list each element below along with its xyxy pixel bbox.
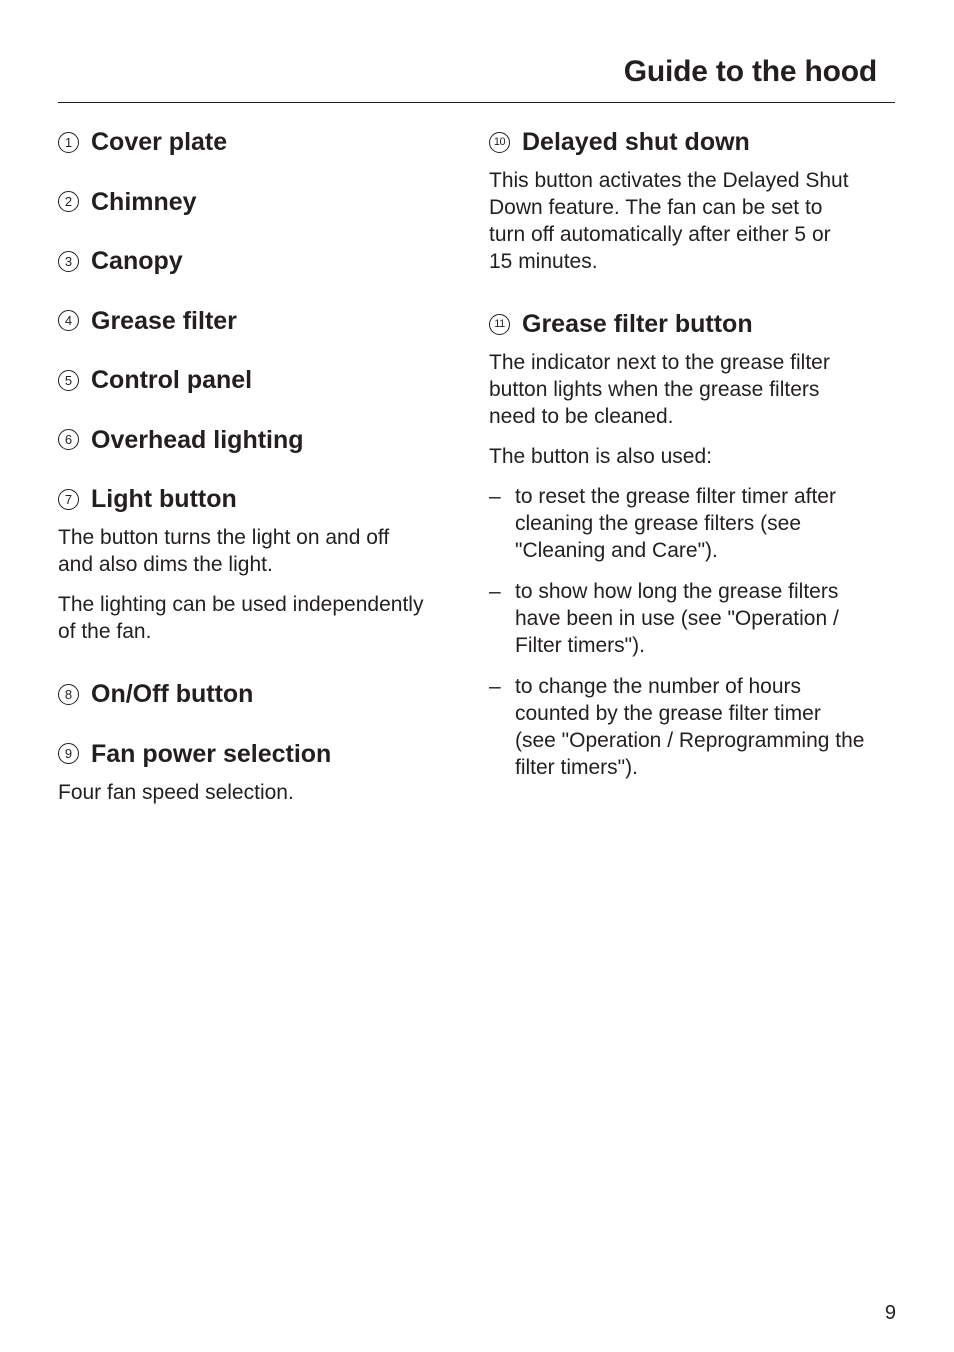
item-title: Fan power selection — [91, 739, 332, 768]
item-heading-grease-filter-button — [489, 306, 899, 342]
circled-number-1-icon: 1 — [58, 132, 79, 153]
text-line: The button is also used: — [489, 445, 712, 468]
light-button-note — [58, 591, 468, 645]
text-line: Down feature. The fan can be set to — [489, 196, 823, 219]
item-title: Overhead lighting — [91, 425, 304, 454]
dash-bullet-icon: – — [489, 485, 501, 508]
list-item — [489, 483, 899, 564]
circled-number-5-icon: 5 — [58, 370, 79, 391]
item-title: Grease filter — [91, 306, 237, 335]
text-line: cleaning the grease filters (see — [515, 512, 801, 535]
text-line: 15 minutes. — [489, 250, 598, 273]
text-line: need to be cleaned. — [489, 405, 674, 428]
page-title: Guide to the hood — [623, 55, 877, 88]
circled-number-3-icon: 3 — [58, 251, 79, 272]
item-heading-delayed-shut-down — [489, 124, 899, 160]
list-item-text — [515, 483, 899, 564]
dash-bullet-icon: – — [489, 580, 501, 603]
text-line: The indicator next to the grease filter — [489, 351, 830, 374]
item-title: Cover plate — [91, 128, 228, 156]
list-item-text — [515, 578, 899, 659]
circled-number-8-icon: 8 — [58, 684, 79, 705]
text-line: "Cleaning and Care"). — [515, 539, 718, 562]
dash-bullet-icon: – — [489, 675, 501, 698]
page-header — [58, 50, 895, 103]
light-button-description — [58, 524, 468, 578]
item-heading-control-panel — [58, 362, 468, 398]
text-line: Four fan speed selection. — [58, 780, 294, 804]
item-title: Grease filter button — [522, 310, 753, 338]
text-line: filter timers"). — [515, 756, 638, 779]
text-line: and also dims the light. — [58, 553, 273, 576]
circled-number-6-icon: 6 — [58, 429, 79, 450]
list-item — [489, 673, 899, 781]
item-heading-overhead-lighting — [58, 422, 468, 458]
grease-filter-button-description — [489, 349, 899, 430]
text-line: button lights when the grease filters — [489, 378, 820, 401]
circled-number-2-icon: 2 — [58, 191, 79, 212]
delayed-shut-down-description — [489, 167, 899, 275]
circled-number-10-icon: 10 — [489, 132, 510, 153]
grease-filter-button-uses — [489, 483, 899, 781]
text-line: counted by the grease filter timer — [515, 702, 821, 725]
item-title: Control panel — [91, 366, 253, 394]
item-title: Chimney — [91, 187, 197, 216]
item-heading-cover-plate — [58, 124, 468, 160]
list-item-text — [515, 673, 899, 781]
list-item — [489, 578, 899, 659]
text-line: The button turns the light on and off — [58, 526, 390, 549]
text-line: The lighting can be used independently — [58, 593, 424, 616]
circled-number-4-icon: 4 — [58, 310, 79, 331]
text-line: to show how long the grease filters — [515, 580, 839, 603]
item-title: On/Off button — [91, 680, 254, 708]
text-line: This button activates the Delayed Shut — [489, 169, 849, 192]
text-line: turn off automatically after either 5 or — [489, 223, 831, 246]
item-heading-chimney — [58, 184, 468, 220]
item-title: Canopy — [91, 247, 183, 275]
item-title: Light button — [91, 485, 237, 513]
text-line: (see "Operation / Reprogramming the — [515, 729, 865, 752]
text-line: to reset the grease filter timer after — [515, 485, 836, 508]
right-column — [489, 124, 899, 795]
text-line: of the fan. — [58, 620, 152, 643]
item-heading-fan-power-selection — [58, 736, 468, 772]
item-heading-on-off-button — [58, 676, 468, 712]
text-line: Filter timers"). — [515, 634, 645, 657]
item-heading-grease-filter — [58, 303, 468, 339]
circled-number-7-icon: 7 — [58, 489, 79, 510]
item-heading-canopy — [58, 243, 468, 279]
fan-power-description — [58, 779, 468, 806]
page-number: 9 — [884, 1302, 896, 1324]
grease-filter-button-intro — [489, 443, 899, 470]
circled-number-9-icon: 9 — [58, 743, 79, 764]
item-heading-light-button — [58, 481, 468, 517]
text-line: to change the number of hours — [515, 675, 802, 698]
left-column — [58, 124, 468, 806]
text-line: have been in use (see "Operation / — [515, 607, 839, 630]
item-title: Delayed shut down — [522, 128, 750, 156]
circled-number-11-icon: 11 — [489, 314, 510, 335]
